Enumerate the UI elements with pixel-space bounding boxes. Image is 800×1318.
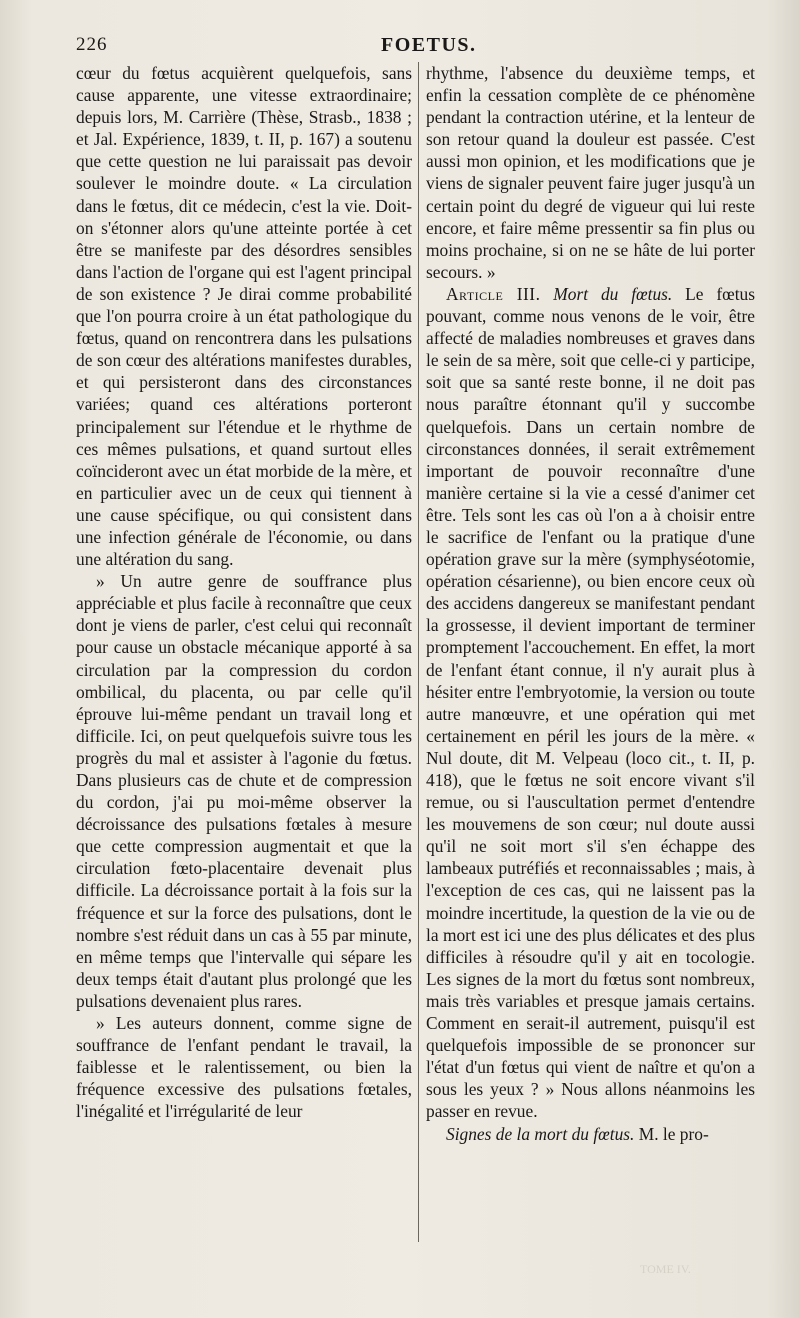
paragraph: » Un autre genre de souffrance plus appréciable et plus facile à reconnaître que ceux dont je viens de parler, c'est celui qui reconnaît pour cause un obstacle mécanique apporté à sa circulation par la compression du cordon ombilical, du placenta, ou par celle qu'il éprouve lui-même pendant un travail long et difficile. Ici, on peut quelquefois suivre tous les progrès du mal et assister à l'agonie du fœtus. Dans plusieurs cas de chute et de compression du cordon, j'ai pu moi-même observer la décroissance des pulsations fœtales à mesure que cette compression augmentait et que la circulation fœto-placentaire devenait plus difficile. La décroissance portait à la fois sur la fréquence et sur la force des pulsations, dont le nombre s'est réduit dans un cas à 55 par minute, en même temps que l'intervalle qui sépare les deux temps était d'autant plus prolongé que les pulsations devenaient plus rares. [76,571,412,1011]
left-column [76,62,412,1123]
paragraph: » Les auteurs donnent, comme signe de souffrance de l'enfant pendant le travail, la faiblesse et le ralentissement, ou bien la fréquence excessive des pulsations fœtales, l'inégalité et l'irrégularité de leur [76,1013,412,1122]
right-column [426,62,755,1145]
article-paragraph [426,283,755,1123]
subsection-title: Signes de la mort du fœtus. [446,1123,635,1144]
paragraph: cœur du fœtus acquièrent quelquefois, sans cause apparente, une vitesse extraordinaire; depuis lors, M. Carrière (Thèse, Strasb., 1838 ; et Jal. Expérience, 1839, t. II, p. 167) a soutenu que cette question ne lui paraissait pas devoir soulever le moindre doute. « La circulation dans le fœtus, dit ce médecin, c'est la vie. Doit-on s'étonner alors qu'une atteinte portée à cet être se manifeste par des désordres sensibles dans l'action de l'organe qui est l'agent principal de son existence ? Je dirai comme probabilité que l'on pourra croire à un état pathologique du fœtus, quand on rencontrera dans les pulsations de son cœur des altérations manifestes durables, et qui persisteront dans des circonstances variées; quand ces altérations porteront principalement sur l'étendue et le rhythme de ces mêmes pulsations, et quand surtout elles coïncideront avec un état morbide de la mère, et en particulier avec un de ceux qui tiennent à une cause spécifique, ou qui consistent dans une infection générale de l'économie, ou dans une altération du sang. [76,63,412,570]
section-title: Mort du fœtus. [553,283,673,304]
article-heading: Article III. [446,283,541,304]
page-number: 226 [76,34,108,55]
paragraph-text: Le fœtus pouvant, comme nous venons de le voir, être affecté de maladies nombreuses et graves dans le sein de sa mère, soit que celle-ci y participe, soit que sa santé reste bonne, il ne doit pas nous paraître étonnant qu'il y succombe quelquefois. Dans un certain nombre de circonstances données, il serait extrêmement important de pouvoir reconnaître d'une manière certaine si la vie a cessé d'animer cet être. Tels sont les cas où l'on a à choisir entre le sacrifice de l'enfant ou la pratique d'une opération grave sur la mère (symphyséotomie, opération césarienne), ou bien encore ceux où des accidens dangereux se manifestant pendant la grossesse, il devient important de terminer promptement l'accouchement. En effet, la mort de l'enfant étant connue, il n'y aurait plus à hésiter entre l'embryotomie, la version ou toute autre manœuvre, et une opération qui met certainement en péril les jours de la mère. « Nul doute, dit M. Velpeau (loco cit., t. II, p. 418), que le fœtus ne soit encore vivant s'il remue, ou si l'auscultation permet d'entendre les mouvemens de son cœur; nul doute aussi qu'il ne soit mort s'il s'en échappe des lambeaux putréfiés et reconnaissables ; mais, à l'exception de ces cas, qui ne laissent pas la moindre incertitude, la question de la vie ou de la mort est ici une des plus délicates et des plus difficiles à résoudre qu'il y ait en tocologie. Les signes de la mort du fœtus sont nombreux, mais très variables et presque jamais certains. Comment en serait-il autrement, puisqu'il est quelquefois impossible de se prononcer sur l'état d'un fœtus qui vient de naître et qu'on a sous les yeux ? » Nous allons néanmoins les passer en revue. [426,283,755,1122]
paragraph-text: M. le pro- [634,1123,709,1144]
paragraph: rhythme, l'absence du deuxième temps, et enfin la cessation complète de ce phénomène pendant la contraction utérine, et la lenteur de son retour quand la douleur est passée. C'est aussi mon opinion, et les modifications que je viens de signaler peuvent faire juger jusqu'à un certain point du degré de vigueur qui lui reste encore, et faire même pressentir sa fin plus ou moins prochaine, si on ne se hâte de lui porter secours. » [426,63,755,282]
column-divider [418,62,419,1242]
running-title: FOETUS. [381,34,477,56]
show-through-text: TOME IV. [640,1262,691,1276]
subsection-paragraph [426,1123,755,1145]
page-header [76,34,790,60]
